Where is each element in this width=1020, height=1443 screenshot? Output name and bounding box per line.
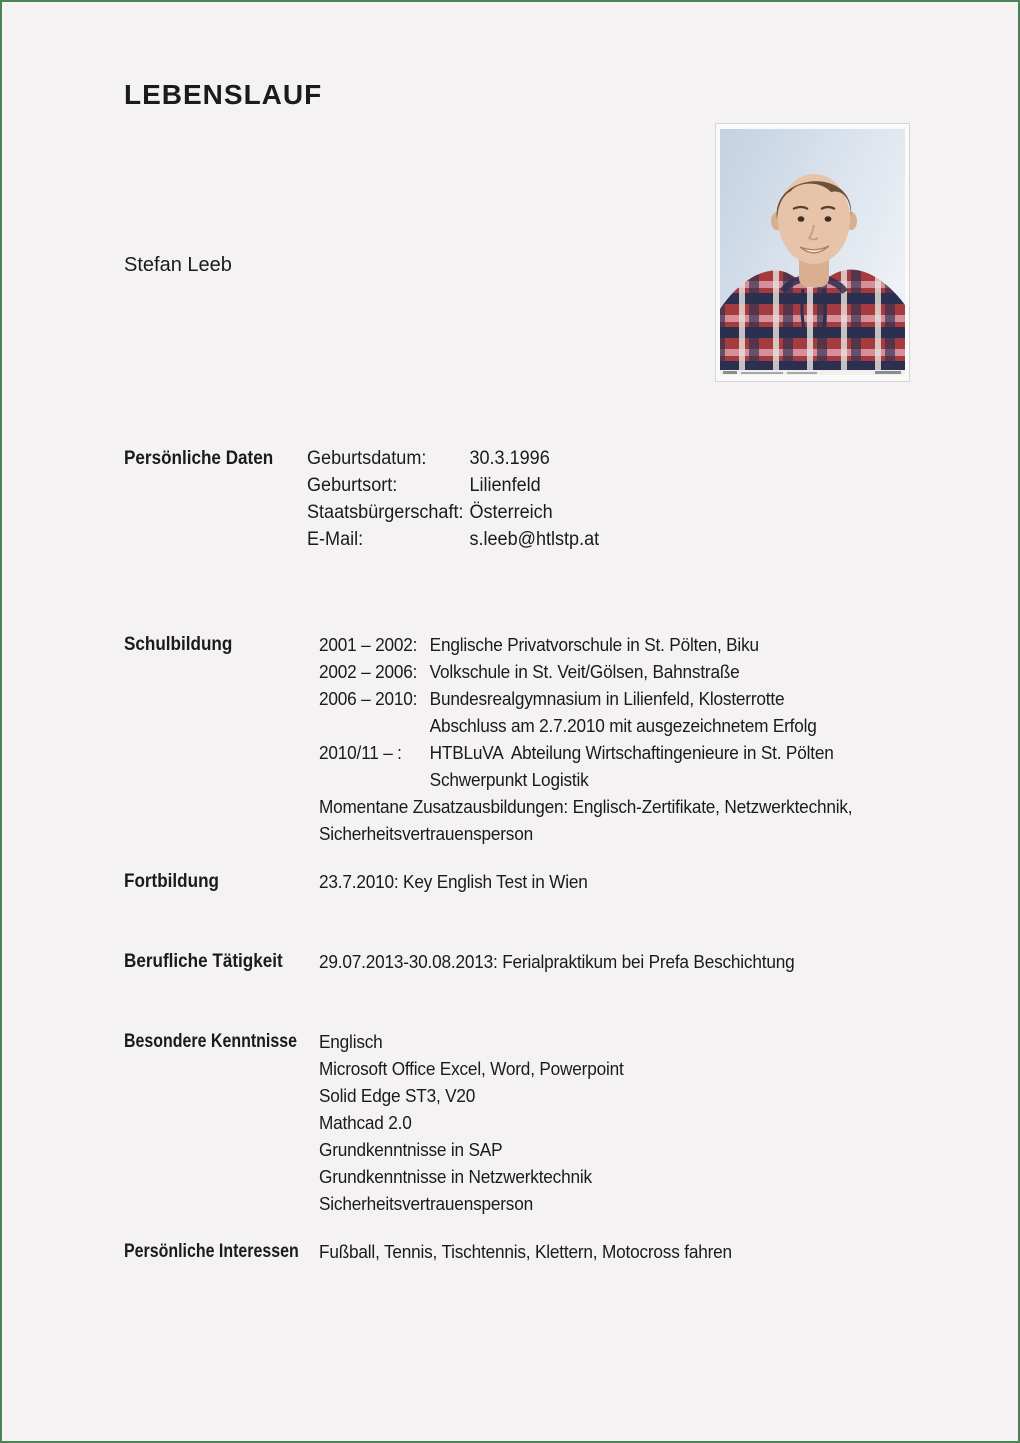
education-row bbox=[319, 685, 852, 712]
personal-value: Lilienfeld bbox=[469, 475, 541, 496]
education-period bbox=[319, 766, 430, 793]
applicant-name: Stefan Leeb bbox=[124, 254, 232, 276]
education-row bbox=[319, 739, 852, 766]
education-entries bbox=[319, 631, 852, 847]
applicant-photo bbox=[715, 123, 910, 382]
personal-row bbox=[307, 526, 599, 553]
education-period: 2001 – 2002: bbox=[319, 634, 418, 655]
education-row bbox=[319, 712, 852, 739]
personal-field: Staatsbürgerschaft: bbox=[307, 502, 464, 523]
personal-data-table bbox=[307, 445, 599, 553]
section-label-personal: Persönliche Daten bbox=[124, 448, 274, 469]
education-period: 2006 – 2010: bbox=[319, 688, 418, 709]
skill-item: Grundkenntnisse in SAP bbox=[319, 1139, 503, 1160]
section-work-experience bbox=[124, 948, 830, 975]
applicant-photo-illustration bbox=[715, 123, 910, 382]
training-text: 23.7.2010: Key English Test in Wien bbox=[319, 871, 588, 892]
eye-left bbox=[798, 216, 805, 222]
section-label-interests: Persönliche Interessen bbox=[124, 1241, 299, 1262]
section-skills bbox=[124, 1028, 647, 1217]
education-period: 2010/11 – : bbox=[319, 742, 402, 763]
page-title: LEBENSLAUF bbox=[124, 78, 323, 110]
section-education bbox=[124, 631, 893, 847]
education-text: Bundesrealgymnasium in Lilienfeld, Klosterrotte bbox=[429, 688, 785, 709]
eye-right bbox=[825, 216, 832, 222]
personal-field: E-Mail: bbox=[307, 529, 364, 550]
personal-field: Geburtsort: bbox=[307, 475, 398, 496]
personal-value: 30.3.1996 bbox=[469, 448, 550, 469]
education-extra-line: Momentane Zusatzausbildungen: Englisch-Zertifikate, Netzwerktechnik, bbox=[319, 796, 853, 817]
skill-item: Englisch bbox=[319, 1031, 383, 1052]
skill-item: Sicherheitsvertrauensperson bbox=[319, 1193, 533, 1214]
section-label-training: Fortbildung bbox=[124, 871, 219, 892]
personal-row bbox=[307, 445, 599, 472]
section-personal-data bbox=[124, 445, 615, 553]
skill-item: Solid Edge ST3, V20 bbox=[319, 1085, 476, 1106]
education-row bbox=[319, 631, 852, 658]
personal-row bbox=[307, 472, 599, 499]
education-row bbox=[319, 766, 852, 793]
skills-list bbox=[319, 1028, 624, 1217]
skill-item: Mathcad 2.0 bbox=[319, 1112, 412, 1133]
personal-row bbox=[307, 499, 599, 526]
personal-value: Österreich bbox=[469, 502, 553, 523]
education-row bbox=[319, 658, 852, 685]
work-text: 29.07.2013-30.08.2013: Ferialpraktikum bei Prefa Beschichtung bbox=[319, 951, 795, 972]
personal-field: Geburtsdatum: bbox=[307, 448, 427, 469]
skill-item: Microsoft Office Excel, Word, Powerpoint bbox=[319, 1058, 624, 1079]
email-value: s.leeb@htlstp.at bbox=[469, 529, 600, 550]
education-text: Abschluss am 2.7.2010 mit ausgezeichnetem Erfolg bbox=[429, 715, 817, 736]
section-label-skills: Besondere Kenntnisse bbox=[124, 1031, 297, 1052]
section-interests bbox=[124, 1238, 763, 1265]
section-label-work: Berufliche Tätigkeit bbox=[124, 951, 283, 972]
photo-caption-strip bbox=[720, 370, 905, 375]
interests-text: Fußball, Tennis, Tischtennis, Klettern, Motocross fahren bbox=[319, 1241, 732, 1262]
education-period bbox=[319, 712, 430, 739]
section-label-education: Schulbildung bbox=[124, 634, 233, 655]
education-extra-line: Sicherheitsvertrauensperson bbox=[319, 823, 533, 844]
education-text: HTBLuVA Abteilung Wirtschaftingenieure in St. Pölten bbox=[429, 742, 834, 763]
section-training bbox=[124, 868, 608, 895]
skill-item: Grundkenntnisse in Netzwerktechnik bbox=[319, 1166, 592, 1187]
education-text: Englische Privatvorschule in St. Pölten, Biku bbox=[429, 634, 759, 655]
education-text: Schwerpunkt Logistik bbox=[429, 769, 589, 790]
education-period: 2002 – 2006: bbox=[319, 661, 418, 682]
education-text: Volkschule in St. Veit/Gölsen, Bahnstraße bbox=[429, 661, 740, 682]
